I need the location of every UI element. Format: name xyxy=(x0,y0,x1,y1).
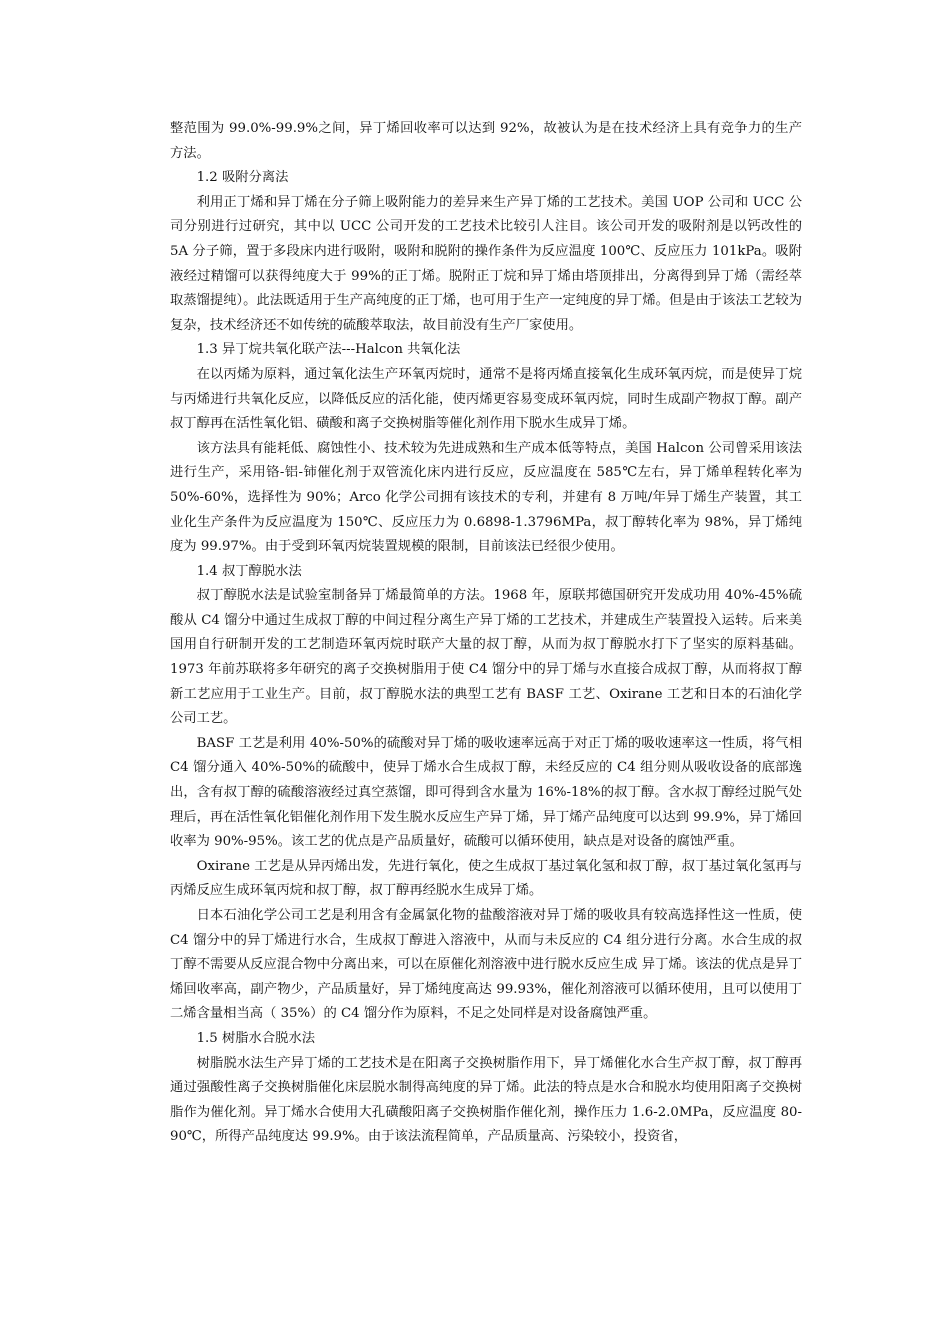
paragraph-resin-hydration: 树脂脱水法生产异丁烯的工艺技术是在阳离子交换树脂作用下，异丁烯催化水合生产叔丁醇，叔丁醇再通过强酸性离子交换树脂催化床层脱水制得高纯度的异丁烯。此法的特点是水合和脱水均使用阳离子交换树脂作为催化剂。异丁烯水合使用大孔磺酸阳离子交换树脂作催化剂，操作压力 1.6-2.0MPa，反应温度 80-90℃，所得产品纯度达 99.9%。由于该法流程简单，产品质量高、污染较小，投资省， xyxy=(170,1055,802,1145)
paragraph-basf-process: BASF 工艺是利用 40%-50%的硫酸对异丁烯的吸收速率远高于对正丁烯的吸收速率这一性质，将气相 C4 馏分通入 40%-50%的硫酸中，使异丁烯水合生成叔丁醇，未经反应的 C4 组分则从吸收设备的底部逸出，含有叔丁醇的硫酸溶液经过真空蒸馏，即可得到含水量为 16%-18%的叔丁醇。含水叔丁醇经过脱气处理后，再在活性氧化铝催化剂作用下发生脱水反应生产异丁烯，异丁烯产品纯度可以达到 99.9%，异丁烯回收率为 90%-95%。该工艺的优点是产品质量好，硫酸可以循环使用，缺点是对设备的腐蚀严重。 xyxy=(170,735,802,850)
document-page xyxy=(170,117,802,1150)
paragraph-cooxidation-details: 该方法具有能耗低、腐蚀性小、技术较为先进成熟和生产成本低等特点，美国 Halcon 公司曾采用该法进行生产，采用铬-铝-铈催化剂于双管流化床内进行反应，反应温度在 585℃左右，异丁烯单程转化率为 50%-60%，选择性为 90%；Arco 化学公司拥有该技术的专利，并建有 8 万吨/年异丁烯生产装置，其工业化生产条件为反应温度为 150℃、反应压力为 0.6898-1.3796MPa，叔丁醇转化率为 98%，异丁烯纯度为 99.97%。由于受到环氧丙烷装置规模的限制，目前该法已经很少使用。 xyxy=(170,440,802,555)
section-heading-1-5: 1.5 树脂水合脱水法 xyxy=(196,1030,316,1046)
paragraph-cooxidation-intro: 在以丙烯为原料，通过氧化法生产环氧丙烷时，通常不是将丙烯直接氧化生成环氧丙烷，而是使异丁烷与丙烯进行共氧化反应，以降低反应的活化能，使丙烯更容易变成环氧丙烷，同时生成副产物叔丁醇。副产叔丁醇再在活性氧化铝、磺酸和离子交换树脂等催化剂作用下脱水生成异丁烯。 xyxy=(170,366,802,432)
section-heading-1-2: 1.2 吸附分离法 xyxy=(196,170,289,186)
paragraph-continued: 整范围为 99.0%-99.9%之间，异丁烯回收率可以达到 92%，故被认为是在技术经济上具有竞争力的生产方法。 xyxy=(170,121,802,161)
paragraph-tba-dehydration-intro: 叔丁醇脱水法是试验室制备异丁烯最简单的方法。1968 年，原联邦德国研究开发成功用 40%-45%硫酸从 C4 馏分中通过生成叔丁醇的中间过程分离生产异丁烯的工艺技术，并建成生产装置投入运转。后来美国用自行研制开发的工艺制造环氧丙烷时联产大量的叔丁醇，从而为叔丁醇脱水打下了坚实的原料基础。1973 年前苏联将多年研究的离子交换树脂用于使 C4 馏分中的异丁烯与水直接合成叔丁醇，从而将叔丁醇新工艺应用于工业生产。目前，叔丁醇脱水法的典型工艺有 BASF 工艺、Oxirane 工艺和日本的石油化学公司工艺。 xyxy=(170,588,802,727)
paragraph-japan-process: 日本石油化学公司工艺是利用含有金属氯化物的盐酸溶液对异丁烯的吸收具有较高选择性这一性质，使 C4 馏分中的异丁烯进行水合，生成叔丁醇进入溶液中，从而与未反应的 C4 组分进行分离。水合生成的叔丁醇不需要从反应混合物中分离出来，可以在原催化剂溶液中进行脱水反应生成 异丁烯。该法的优点是异丁烯回收率高，副产物少，产品质量好，异丁烯纯度高达 99.93%，催化剂溶液可以循环使用，且可以使用丁二烯含量相当高（ 35%）的 C4 馏分作为原料，不足之处同样是对设备腐蚀严重。 xyxy=(170,908,802,1022)
paragraph-oxirane-process: Oxirane 工艺是从异丙烯出发，先进行氧化，使之生成叔丁基过氧化氢和叔丁醇，叔丁基过氧化氢再与丙烯反应生成环氧丙烷和叔丁醇，叔丁醇再经脱水生成异丁烯。 xyxy=(170,858,802,899)
section-heading-1-4: 1.4 叔丁醇脱水法 xyxy=(196,563,302,579)
section-heading-1-3: 1.3 异丁烷共氧化联产法---Halcon 共氧化法 xyxy=(196,342,461,358)
paragraph-adsorption: 利用正丁烯和异丁烯在分子筛上吸附能力的差异来生产异丁烯的工艺技术。美国 UOP 公司和 UCC 公司分别进行过研究，其中以 UCC 公司开发的工艺技术比较引人注目。该公司开发的吸附剂是以钙改性的 5A 分子筛，置于多段床内进行吸附，吸附和脱附的操作条件为反应温度 100℃、反应压力 101kPa。吸附液经过精馏可以获得纯度大于 99%的正丁烯。脱附正丁烷和异丁烯由塔顶排出，分离得到异丁烯（需经萃取蒸馏提纯）。此法既适用于生产高纯度的正丁烯，也可用于生产一定纯度的异丁烯。但是由于该法工艺较为复杂，技术经济还不如传统的硫酸萃取法，故目前没有生产厂家使用。 xyxy=(170,194,802,333)
